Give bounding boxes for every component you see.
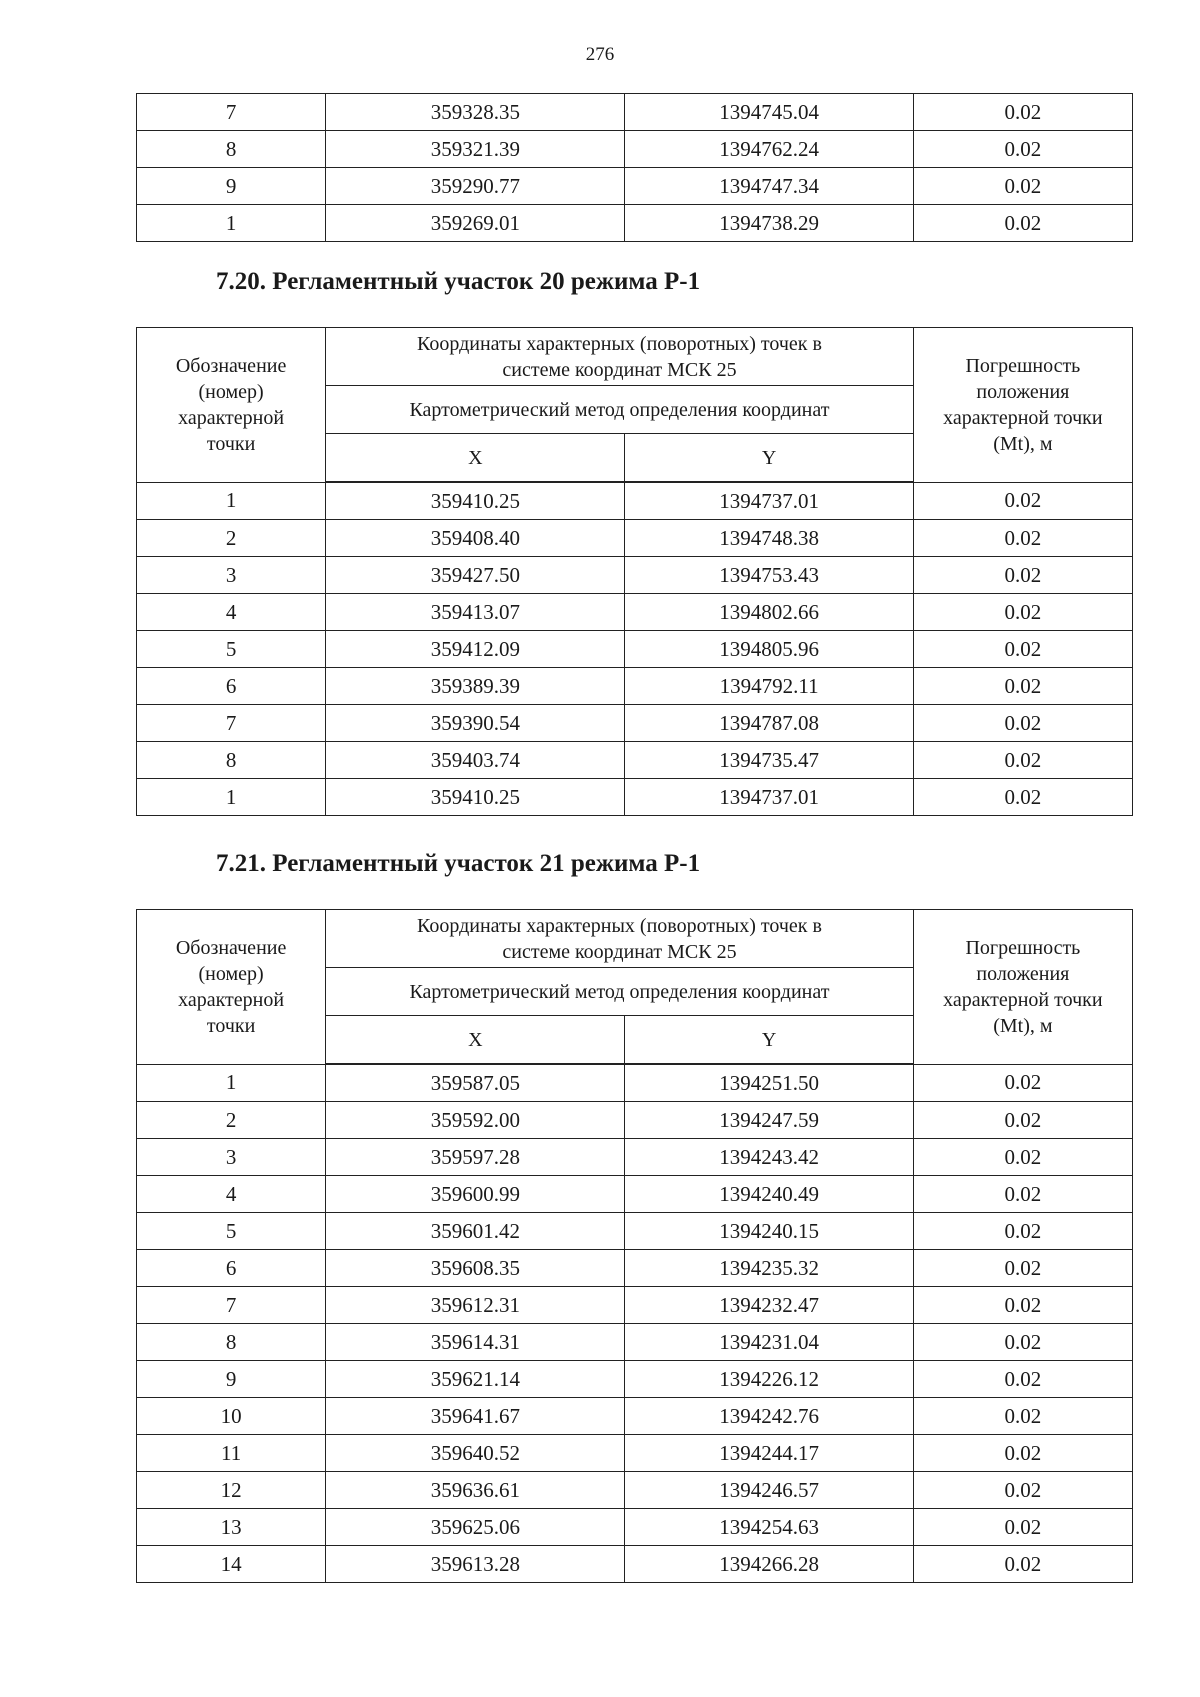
y-coordinate-cell: 1394231.04 — [625, 1324, 913, 1361]
point-number-cell: 5 — [137, 631, 326, 668]
x-coordinate-cell: 359269.01 — [326, 205, 625, 242]
y-coordinate-cell: 1394235.32 — [625, 1250, 913, 1287]
error-cell: 0.02 — [913, 1324, 1132, 1361]
header-line: Погрешность — [965, 936, 1081, 959]
point-number-cell: 7 — [137, 1287, 326, 1324]
y-coordinate-cell: 1394254.63 — [625, 1509, 913, 1546]
error-cell: 0.02 — [913, 1287, 1132, 1324]
header-line: точки — [206, 432, 256, 455]
error-cell: 0.02 — [913, 705, 1132, 742]
point-number-cell: 5 — [137, 1213, 326, 1250]
point-number-cell: 9 — [137, 168, 326, 205]
table-row — [137, 1213, 1133, 1250]
table-body — [137, 482, 1133, 816]
y-coordinate-cell: 1394240.49 — [625, 1176, 913, 1213]
table-row — [137, 705, 1133, 742]
point-number-cell: 8 — [137, 131, 326, 168]
y-coordinate-cell: 1394266.28 — [625, 1546, 913, 1583]
table-row — [137, 779, 1133, 816]
section-title-20: 7.20. Регламентный участок 20 режима Р-1 — [216, 268, 701, 295]
error-cell: 0.02 — [913, 94, 1132, 131]
table-row — [137, 1398, 1133, 1435]
table-row — [137, 631, 1133, 668]
coordinates-header — [326, 910, 914, 968]
point-number-cell: 9 — [137, 1361, 326, 1398]
table-row — [137, 1509, 1133, 1546]
x-coordinate-cell: 359321.39 — [326, 131, 625, 168]
header-line: Погрешность — [965, 354, 1081, 377]
y-coordinate-cell: 1394240.15 — [625, 1213, 913, 1250]
y-coordinate-cell: 1394735.47 — [625, 742, 913, 779]
error-cell: 0.02 — [913, 1176, 1132, 1213]
y-coordinate-cell: 1394745.04 — [625, 94, 913, 131]
y-coordinate-cell: 1394802.66 — [625, 594, 913, 631]
error-header — [913, 910, 1132, 1065]
error-cell: 0.02 — [913, 1398, 1132, 1435]
table-row — [137, 1472, 1133, 1509]
error-cell: 0.02 — [913, 520, 1132, 557]
x-coordinate-cell: 359403.74 — [326, 742, 625, 779]
table-row — [137, 594, 1133, 631]
y-coordinate-cell: 1394805.96 — [625, 631, 913, 668]
header-line: Координаты характерных (поворотных) точек в — [417, 914, 822, 937]
point-number-cell: 12 — [137, 1472, 326, 1509]
page-number: 276 — [585, 44, 615, 65]
header-line: Обозначение — [175, 354, 287, 377]
coordinates-table-20 — [136, 327, 1133, 816]
header-line: положения — [976, 962, 1070, 985]
x-coordinate-cell: 359601.42 — [326, 1213, 625, 1250]
point-number-cell: 1 — [137, 482, 326, 520]
x-coordinate-cell: 359410.25 — [326, 779, 625, 816]
x-coordinate-cell: 359410.25 — [326, 482, 625, 520]
header-line: положения — [976, 380, 1070, 403]
header-line: (Mt), м — [993, 432, 1053, 455]
y-coordinate-cell: 1394242.76 — [625, 1398, 913, 1435]
error-cell: 0.02 — [913, 1472, 1132, 1509]
error-cell: 0.02 — [913, 1064, 1132, 1102]
x-coordinate-cell: 359328.35 — [326, 94, 625, 131]
header-line: Координаты характерных (поворотных) точек в — [417, 332, 822, 355]
y-column-header: Y — [625, 434, 913, 483]
error-cell: 0.02 — [913, 168, 1132, 205]
error-cell: 0.02 — [913, 1102, 1132, 1139]
x-coordinate-cell: 359612.31 — [326, 1287, 625, 1324]
table-row — [137, 1064, 1133, 1102]
header-line: характерной точки — [943, 406, 1103, 429]
point-number-cell: 8 — [137, 1324, 326, 1361]
x-coordinate-cell: 359290.77 — [326, 168, 625, 205]
x-coordinate-cell: 359608.35 — [326, 1250, 625, 1287]
table-row — [137, 1139, 1133, 1176]
error-cell: 0.02 — [913, 668, 1132, 705]
header-line: характерной — [178, 988, 285, 1011]
table-row — [137, 557, 1133, 594]
error-cell: 0.02 — [913, 742, 1132, 779]
header-line: характерной точки — [943, 988, 1103, 1011]
x-coordinate-cell: 359408.40 — [326, 520, 625, 557]
section-title-21: 7.21. Регламентный участок 21 режима Р-1 — [216, 850, 701, 877]
table-row — [137, 1250, 1133, 1287]
table-row — [137, 1546, 1133, 1583]
y-coordinate-cell: 1394243.42 — [625, 1139, 913, 1176]
header-line: характерной — [178, 406, 285, 429]
header-line: Обозначение — [175, 936, 287, 959]
point-number-cell: 11 — [137, 1435, 326, 1472]
method-header: Картометрический метод определения координат — [326, 386, 914, 434]
y-column-header: Y — [625, 1016, 913, 1065]
y-coordinate-cell: 1394226.12 — [625, 1361, 913, 1398]
point-number-header — [137, 910, 326, 1065]
y-coordinate-cell: 1394753.43 — [625, 557, 913, 594]
table-row — [137, 1324, 1133, 1361]
y-coordinate-cell: 1394232.47 — [625, 1287, 913, 1324]
x-coordinate-cell: 359413.07 — [326, 594, 625, 631]
error-cell: 0.02 — [913, 594, 1132, 631]
table-row — [137, 1435, 1133, 1472]
y-coordinate-cell: 1394246.57 — [625, 1472, 913, 1509]
y-coordinate-cell: 1394738.29 — [625, 205, 913, 242]
table-row — [137, 205, 1133, 242]
error-cell: 0.02 — [913, 482, 1132, 520]
y-coordinate-cell: 1394787.08 — [625, 705, 913, 742]
y-coordinate-cell: 1394247.59 — [625, 1102, 913, 1139]
x-coordinate-cell: 359600.99 — [326, 1176, 625, 1213]
x-coordinate-cell: 359427.50 — [326, 557, 625, 594]
error-cell: 0.02 — [913, 1213, 1132, 1250]
point-number-cell: 7 — [137, 94, 326, 131]
table-row — [137, 1287, 1133, 1324]
error-header — [913, 328, 1132, 483]
error-cell: 0.02 — [913, 557, 1132, 594]
table-header — [137, 910, 1133, 1065]
x-coordinate-cell: 359390.54 — [326, 705, 625, 742]
header-line: системе координат МСК 25 — [502, 358, 737, 381]
header-line: системе координат МСК 25 — [502, 940, 737, 963]
point-number-cell: 13 — [137, 1509, 326, 1546]
point-number-cell: 3 — [137, 557, 326, 594]
x-coordinate-cell: 359625.06 — [326, 1509, 625, 1546]
coordinates-header — [326, 328, 914, 386]
error-cell: 0.02 — [913, 1250, 1132, 1287]
y-coordinate-cell: 1394748.38 — [625, 520, 913, 557]
header-line: (номер) — [198, 962, 264, 985]
header-line: (номер) — [198, 380, 264, 403]
point-number-cell: 10 — [137, 1398, 326, 1435]
point-number-cell: 6 — [137, 1250, 326, 1287]
point-number-cell: 8 — [137, 742, 326, 779]
x-coordinate-cell: 359592.00 — [326, 1102, 625, 1139]
point-number-cell: 2 — [137, 1102, 326, 1139]
x-coordinate-cell: 359597.28 — [326, 1139, 625, 1176]
table-row — [137, 1361, 1133, 1398]
header-line: (Mt), м — [993, 1014, 1053, 1037]
table-body — [137, 94, 1133, 242]
error-cell: 0.02 — [913, 1435, 1132, 1472]
point-number-cell: 1 — [137, 1064, 326, 1102]
table-row — [137, 742, 1133, 779]
error-cell: 0.02 — [913, 779, 1132, 816]
x-coordinate-cell: 359389.39 — [326, 668, 625, 705]
table-body — [137, 1064, 1133, 1583]
point-number-cell: 3 — [137, 1139, 326, 1176]
table-row — [137, 94, 1133, 131]
table-row — [137, 482, 1133, 520]
y-coordinate-cell: 1394737.01 — [625, 779, 913, 816]
x-coordinate-cell: 359412.09 — [326, 631, 625, 668]
x-column-header: X — [326, 1016, 625, 1065]
y-coordinate-cell: 1394747.34 — [625, 168, 913, 205]
table-row — [137, 1176, 1133, 1213]
point-number-cell: 1 — [137, 205, 326, 242]
header-line: точки — [206, 1014, 256, 1037]
error-cell: 0.02 — [913, 631, 1132, 668]
x-coordinate-cell: 359613.28 — [326, 1546, 625, 1583]
point-number-cell: 1 — [137, 779, 326, 816]
y-coordinate-cell: 1394251.50 — [625, 1064, 913, 1102]
y-coordinate-cell: 1394792.11 — [625, 668, 913, 705]
x-coordinate-cell: 359636.61 — [326, 1472, 625, 1509]
table-row — [137, 668, 1133, 705]
coordinates-table-continued — [136, 93, 1133, 242]
point-number-cell: 6 — [137, 668, 326, 705]
point-number-cell: 2 — [137, 520, 326, 557]
x-coordinate-cell: 359641.67 — [326, 1398, 625, 1435]
point-number-cell: 4 — [137, 1176, 326, 1213]
x-coordinate-cell: 359614.31 — [326, 1324, 625, 1361]
coordinates-table-21 — [136, 909, 1133, 1583]
point-number-cell: 14 — [137, 1546, 326, 1583]
table-row — [137, 168, 1133, 205]
y-coordinate-cell: 1394244.17 — [625, 1435, 913, 1472]
point-number-cell: 7 — [137, 705, 326, 742]
method-header: Картометрический метод определения координат — [326, 968, 914, 1016]
error-cell: 0.02 — [913, 205, 1132, 242]
error-cell: 0.02 — [913, 1509, 1132, 1546]
y-coordinate-cell: 1394737.01 — [625, 482, 913, 520]
x-coordinate-cell: 359640.52 — [326, 1435, 625, 1472]
table-header — [137, 328, 1133, 483]
error-cell: 0.02 — [913, 1361, 1132, 1398]
point-number-header — [137, 328, 326, 483]
error-cell: 0.02 — [913, 1139, 1132, 1176]
error-cell: 0.02 — [913, 131, 1132, 168]
point-number-cell: 4 — [137, 594, 326, 631]
x-coordinate-cell: 359587.05 — [326, 1064, 625, 1102]
table-row — [137, 520, 1133, 557]
x-column-header: X — [326, 434, 625, 483]
table-row — [137, 1102, 1133, 1139]
error-cell: 0.02 — [913, 1546, 1132, 1583]
y-coordinate-cell: 1394762.24 — [625, 131, 913, 168]
x-coordinate-cell: 359621.14 — [326, 1361, 625, 1398]
table-row — [137, 131, 1133, 168]
